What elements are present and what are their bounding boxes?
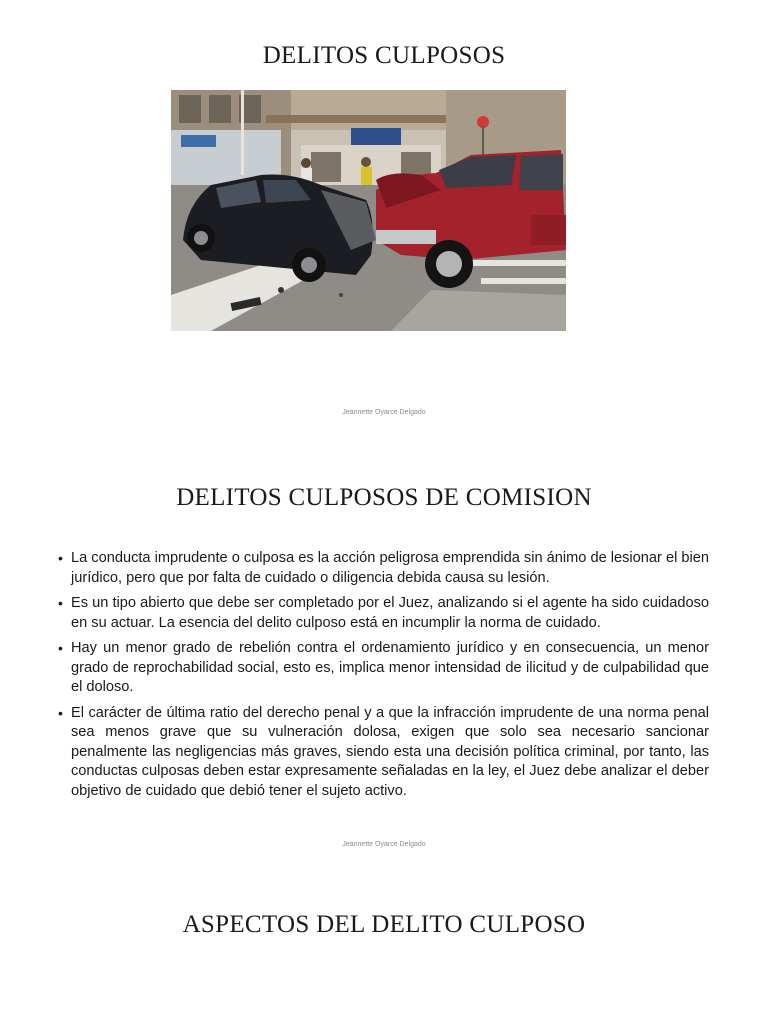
- car-crash-illustration: [171, 90, 566, 331]
- car-crash-photo: [171, 90, 566, 331]
- bullet-text: El carácter de última ratio del derecho penal y a que la infracción imprudente de una norma penal sea menos grave que su vulneración dolosa, exigen que solo sea necesario sancionar penalmente las negligencias más graves, siendo esta una decisión política criminal, por tanto, las conductas culposas deben estar expresamente señaladas en la ley, el Juez debe analizar el deber objetivo de cuidado que debió tener el sujeto activo.: [71, 704, 709, 799]
- bullet-icon: •: [58, 640, 63, 656]
- slide-2-footer: Jeannette Oyarce Delgado: [342, 841, 426, 848]
- list-item: [58, 639, 709, 698]
- bullet-text: La conducta imprudente o culposa es la acción peligrosa emprendida sin ánimo de lesionar el bien jurídico, pero que por falta de cuidado o diligencia debida causa su lesión.: [71, 550, 709, 586]
- bullet-text: Hay un menor grado de rebelión contra el ordenamiento jurídico y en consecuencia, un menor grado de reprochabilidad social, esto es, implica menor intensidad de ilicitud y de culpabilidad que el doloso.: [71, 640, 709, 695]
- slide-2-title: DELITOS CULPOSOS DE COMISION: [176, 484, 592, 511]
- slide-1-footer: Jeannette Oyarce Delgado: [342, 409, 426, 416]
- bullet-list: [58, 549, 709, 807]
- bullet-text: Es un tipo abierto que debe ser completado por el Juez, analizando si el agente ha sido cuidadoso en su actuar. La esencia del delito culposo está en incumplir la norma de cuidado.: [71, 595, 709, 631]
- bullet-icon: •: [58, 595, 63, 611]
- bullet-icon: •: [58, 704, 63, 721]
- list-item: [58, 594, 709, 633]
- slide-1-title: DELITOS CULPOSOS: [262, 42, 506, 69]
- slide-3-title: ASPECTOS DEL DELITO CULPOSO: [182, 911, 586, 938]
- bullet-icon: •: [58, 550, 63, 566]
- list-item: [58, 549, 709, 588]
- list-item: [58, 704, 709, 802]
